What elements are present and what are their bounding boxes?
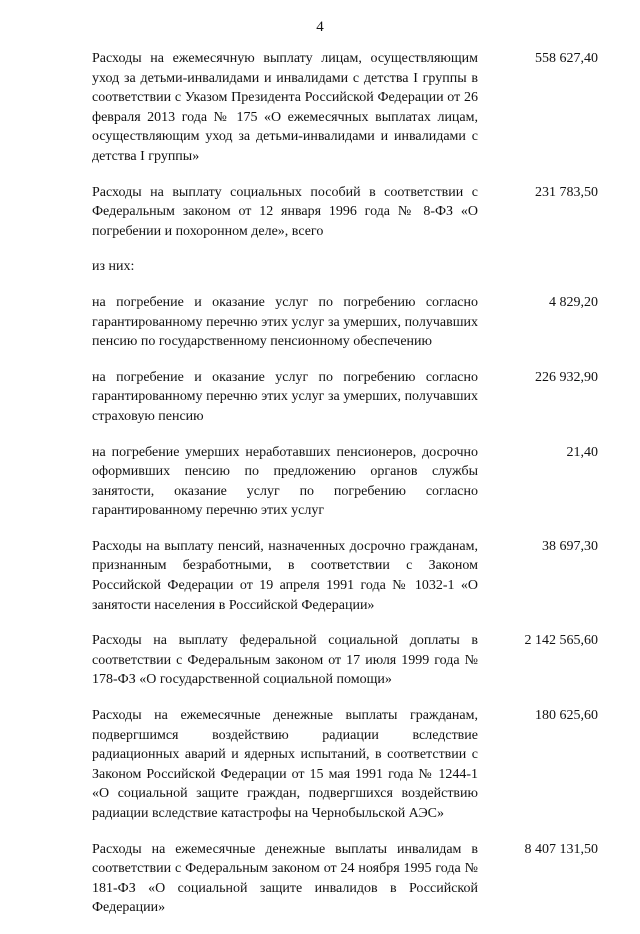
expense-list	[92, 49, 598, 934]
expense-amount: 8 407 131,50	[524, 841, 598, 857]
expense-amount: 231 783,50	[535, 184, 598, 200]
expense-description: на погребение и оказание услуг по погребению согласно гарантированному перечню этих услуг за умерших, получавших пенсию по государственному пенсионному обеспечению	[92, 294, 478, 350]
expense-row-disabled-monthly	[92, 840, 598, 918]
expense-description: Расходы на выплату пенсий, назначенных досрочно гражданам, признанным безработными, в соответствии с Законом Российской Федерации от 19 апреля 1991 года № 1032-1 «О занятости населения в Российской Федерации»	[92, 538, 478, 613]
expense-amount: 180 625,60	[535, 708, 598, 724]
expense-amount: 4 829,20	[549, 294, 598, 310]
expense-amount: 38 697,30	[542, 538, 598, 554]
expense-row-federal-social-supplement	[92, 631, 598, 690]
expense-row-early-pensions-unemployed	[92, 537, 598, 615]
expense-amount: 226 932,90	[535, 369, 598, 385]
expense-row-radiation-victims	[92, 706, 598, 824]
expense-description: на погребение умерших неработавших пенсионеров, досрочно оформивших пенсию по предложению органов службы занятости, оказание услуг по погребению согласно гарантированному перечню этих услуг	[92, 444, 478, 519]
expense-row-burial-state-pension	[92, 293, 598, 352]
expense-description: Расходы на ежемесячные денежные выплаты инвалидам в соответствии с Федеральным законом от 24 ноября 1995 года № 181-ФЗ «О социальной защите инвалидов в Российской Федерации»	[92, 841, 478, 916]
expense-description: Расходы на ежемесячную выплату лицам, осуществляющим уход за детьми-инвалидами и инвалидами с детства I группы в соответствии с Указом Президента Российской Федерации от 26 февраля 2013 года № 175 «О ежемесячных выплатах лицам, осуществляющим уход за детьми-инвалидами и инвалидами с детства I группы»	[92, 51, 478, 164]
expense-amount: 558 627,40	[535, 51, 598, 66]
expense-row-burial-insurance-pension	[92, 368, 598, 427]
expense-row-caregivers	[92, 49, 598, 167]
expense-description: на погребение и оказание услуг по погребению согласно гарантированному перечню этих услуг за умерших, получавших страховую пенсию	[92, 369, 478, 424]
expense-row-burial-total	[92, 183, 598, 242]
expense-amount: 2 142 565,60	[524, 633, 598, 649]
page-number: 4	[316, 19, 324, 35]
subitems-label: из них:	[92, 259, 135, 275]
expense-amount: 21,40	[566, 444, 598, 460]
expense-description: Расходы на выплату социальных пособий в соответствии с Федеральным законом от 12 января 1996 года № 8-ФЗ «О погребении и похоронном деле», всего	[92, 184, 478, 239]
expense-description: Расходы на ежемесячные денежные выплаты гражданам, подвергшимся воздействию радиации вследствие радиационных аварий и ядерных испытаний, в соответствии с Законом Российской Федерации от 15 мая 1991 года № 1244-1 «О социальной защите граждан, подвергшихся воздействию радиации вследствие катастрофы на Чернобыльской АЭС»	[92, 708, 478, 821]
expense-row-burial-early-pensioners	[92, 443, 598, 521]
expense-description: Расходы на выплату федеральной социальной доплаты в соответствии с Федеральным законом от 17 июля 1999 года № 178-ФЗ «О государственной социальной помощи»	[92, 633, 478, 688]
